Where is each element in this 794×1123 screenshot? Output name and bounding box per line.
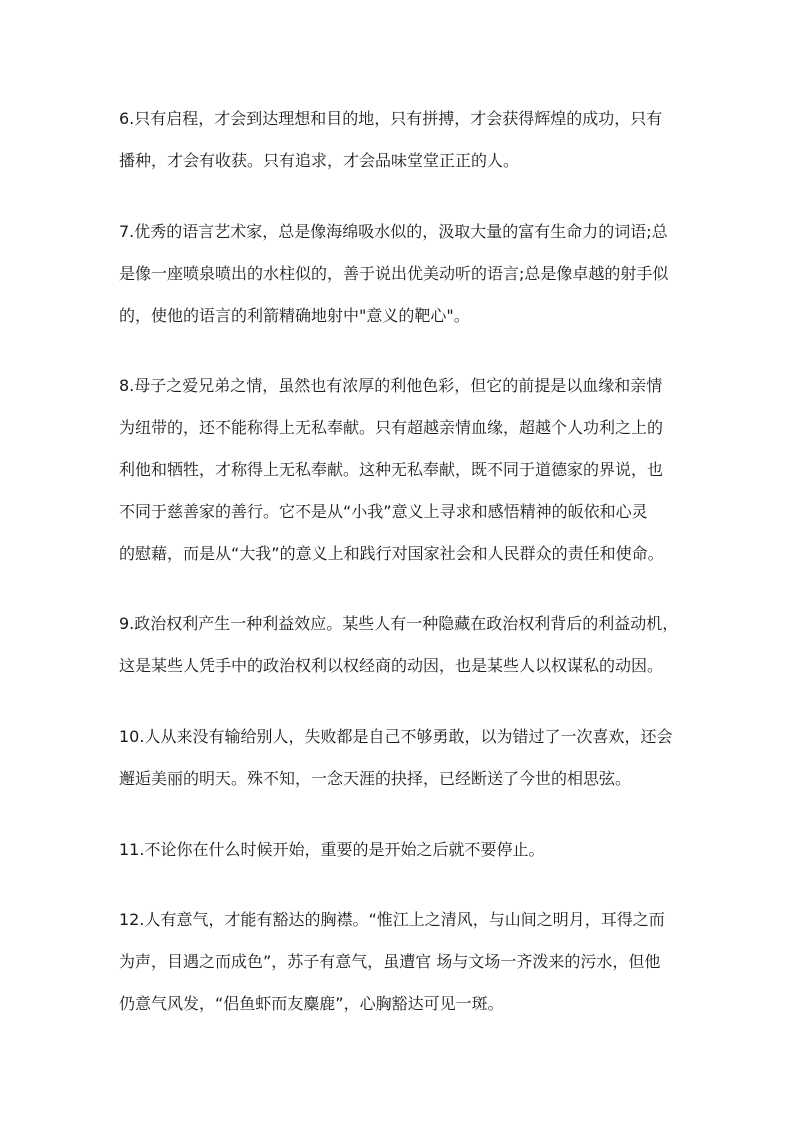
paragraph-8-line-4: 不同于慈善家的善行。它不是从“小我”意义上寻求和感悟精神的皈依和心灵 — [119, 502, 648, 521]
paragraph-6-line-1: 6.只有启程，才会到达理想和目的地，只有拼搏，才会获得辉煌的成功，只有 — [119, 109, 663, 128]
paragraph-12-line-1: 12.人有意气，才能有豁达的胸襟。“惟江上之清风，与山间之明月，耳得之而 — [119, 910, 665, 929]
paragraph-10-line-2: 邂逅美丽的明天。殊不知，一念天涯的抉择，已经断送了今世的相思弦。 — [119, 769, 632, 788]
paragraph-8-line-5: 的慰藉，而是从“大我”的意义上和践行对国家社会和人民群众的责任和使命。 — [119, 544, 664, 563]
paragraph-11-line-1: 11.不论你在什么时候开始，重要的是开始之后就不要停止。 — [119, 840, 545, 859]
paragraph-9-line-2: 这是某些人凭手中的政治权利以权经商的动因，也是某些人以权谋私的动因。 — [119, 656, 664, 675]
paragraph-12-line-2: 为声，目遇之而成色”，苏子有意气，虽遭官 场与文场一齐泼来的污水，但他 — [119, 952, 661, 971]
paragraph-6-line-2: 播种，才会有收获。只有追求，才会品味堂堂正正的人。 — [119, 151, 520, 170]
paragraph-9-line-1: 9.政治权利产生一种利益效应。某些人有一种隐藏在政治权利背后的利益动机， — [119, 614, 679, 633]
paragraph-7-line-3: 的，使他的语言的利箭精确地射中"意义的靶心"。 — [119, 306, 470, 325]
paragraph-12-line-3: 仍意气风发，“侣鱼虾而友麋鹿”，心胸豁达可见一斑。 — [119, 994, 504, 1013]
paragraph-10-line-1: 10.人从来没有输给别人，失败都是自己不够勇敢，以为错过了一次喜欢，还会 — [119, 727, 673, 746]
paragraph-7-line-1: 7.优秀的语言艺术家，总是像海绵吸水似的，汲取大量的富有生命力的词语;总 — [119, 222, 668, 241]
paragraph-8-line-3: 利他和牺牲，才称得上无私奉献。这种无私奉献，既不同于道德家的界说，也 — [119, 460, 664, 479]
paragraph-7-line-2: 是像一座喷泉喷出的水柱似的，善于说出优美动听的语言;总是像卓越的射手似 — [119, 264, 669, 283]
paragraph-8-line-1: 8.母子之爱兄弟之情，虽然也有浓厚的利他色彩，但它的前提是以血缘和亲情 — [119, 376, 663, 395]
paragraph-8-line-2: 为纽带的，还不能称得上无私奉献。只有超越亲情血缘，超越个人功利之上的 — [119, 418, 664, 437]
